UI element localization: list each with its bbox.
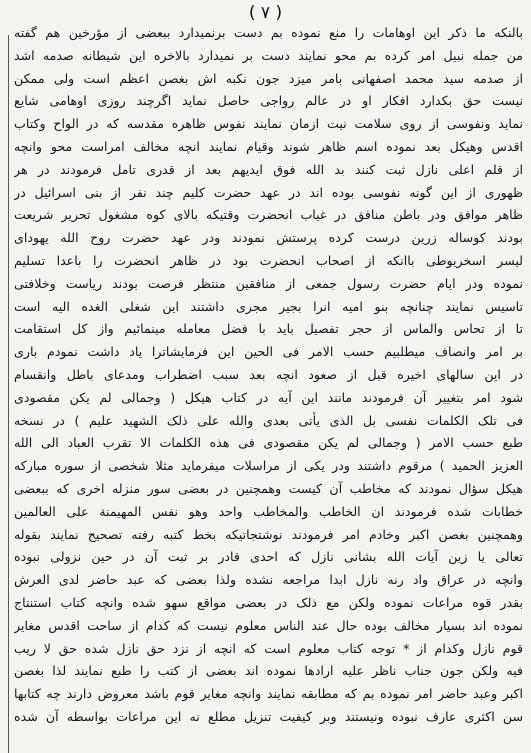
text-line: قوم نازل وکدام از * توجه کتاب معلوم است که انچه از نزد حق نازل شده حق لا ریب xyxy=(14,640,523,656)
margin-rule xyxy=(8,35,9,753)
text-line: اکبر وعبد حاضر امر نموده بم که مطابقه نمایند وانچه مغایر قوم باشد معروض دارند چه کتابها xyxy=(14,686,523,702)
text-line: العزیز الحمید ) مرقوم داشتند ودر یکی از مراسلات میفرماید مثلا شخصی از سوره مبارکه xyxy=(14,458,523,474)
text-line: نماید ونفوسی از روی سلامت نیت ازمان نمایند نفوس ظاهره مقدسه که در الواح وکتاب xyxy=(14,116,523,132)
text-body xyxy=(14,22,523,729)
text-line: نموده ودر ایام حضرت رسول جمعی از منافقین منتظر فرصت بودند ریاست وخلافتی xyxy=(14,275,523,291)
text-line: بالنکه ما ذکر این اوهامات را منع نموده بم دست برنمیدارد ببعضی از مؤرخین هم گفته xyxy=(14,25,523,40)
text-line: تا از تحاس والماس از حجر تفصیل باید با فضل معامله مینمائیم واز کل استقامت xyxy=(14,321,523,337)
text-line: بودند کوساله زرین درست کرده پرستش نمودند ودر عهد حضرت روح الله یهودای xyxy=(14,230,523,246)
text-line: من جمله نبیل امر کرده بم محو نمایند دست بر نمیدارد بالاخره این شیطانه صدمه اشد xyxy=(14,47,523,63)
text-line: بقدر قوه مراعات نموده ولکن مع ذلک در بعضی مواقع سهو شده وانچه کتاب استنتاج xyxy=(14,594,523,610)
text-line: تعالی یا زین آیات الله بشانی نازل که احدی قادر بر ثبت آن در حین نزولی نبوده xyxy=(14,549,523,565)
text-line: در این سالهای اخیره قبل از صعود انچه بعد سبب اضطراب ومدعای باطل وانقسام xyxy=(14,366,523,382)
text-line: وانچه در عراق واد رنه نازل ابدا مراجعه نشده ولذا بعضی که عبد حاضر لدی العرش xyxy=(14,572,523,588)
text-line: شود امر بتغییر آن فرمودند مانند این آیه در کتاب هیکل ( وجمالی لم یکن مقصودی xyxy=(14,389,523,405)
text-line: نموده اند بسیار مخالف بوده حال عند الناس معلوم نیست که کدام از ساحت اقدس مغایر xyxy=(14,617,523,633)
text-line: وهمچنین بغصن اکبر وخادم امر فرمودند نوشتجاتیکه بخط کتبه رفته تصحیح نمایند بقوله xyxy=(14,526,523,542)
page-number: ( ٧ ) xyxy=(248,3,283,23)
text-line: خطابات شده فرمودند ان الخاطب والمخاطب واحد وهو نفس المهیمنة علی العالمین xyxy=(14,503,523,519)
text-line: طبع حسب الامر ( وجمالی لم یکن مقصودی فی هذه الکلمات الا تقرب العباد الی الله xyxy=(14,435,523,451)
text-line: از قلم اعلی نازل ثبت کنند بد الله فوق ایدیهم بعد از قدری تامل فرمودند در هر xyxy=(14,161,523,177)
text-line: فیه ولکن جون جناب ناظر علیه ارادها نموده اند بعضی از کتب را طبع نمایند لذا بغصن xyxy=(14,663,523,679)
text-line: هیکل سؤال نمودند که مخاطب آن کیست وهمچنین در بعضی سور منزله اخری که ببعضی xyxy=(14,480,523,496)
text-line: فی تلک الکلمات نفسی بل الذی یأتی بعدی والله علی ذلک الشهید علیم ) در نسخه xyxy=(14,412,523,428)
text-line: سن اکثری عارف نبوده ونیستند وبر کیفیت تنزیل مطلع نه این مراعات بواسطه آن شده xyxy=(14,708,523,724)
text-line: نیست حق بکدارد افکار او در عالم رواجی حاصل نماید اگرچند روزی اوهامی شایع xyxy=(14,93,523,109)
text-line: ظهوری از این گونه نفوسی بوده اند در عهد حضرت کلیم چند نفر از بنی اسرائیل در xyxy=(14,184,523,200)
text-line: ظاهر موافق ودر باطن منافق در غیاب انحضرت وقتیکه بالای کوه مشغول تحریر شریعت xyxy=(14,207,523,223)
text-line: بر امر وانصاف میطلبیم حسب الامر فی الحین این فرمایشاترا یاد داشت نمودم باری xyxy=(14,344,523,360)
text-line: تاسیس نمایند چنانچه بنو امیه انرا بجیر مجری داشتند این شغلی الغده الیه است xyxy=(14,298,523,314)
text-line: از صدمه سید محمد اصفهانی بامر میزد جون نکبه اش بغصن اعظم است ولی ممکن xyxy=(14,70,523,86)
text-line: لیسر اسخریوطی باانکه از اصحاب انحضرت بود در ظاهر انحضرت را باعدا تسلیم xyxy=(14,252,523,268)
text-line: اقدس وهیکل بعد نموده اسم ظاهر شوند وقیام نمایند انچه مخالف امراست محو وانچه xyxy=(14,138,523,154)
